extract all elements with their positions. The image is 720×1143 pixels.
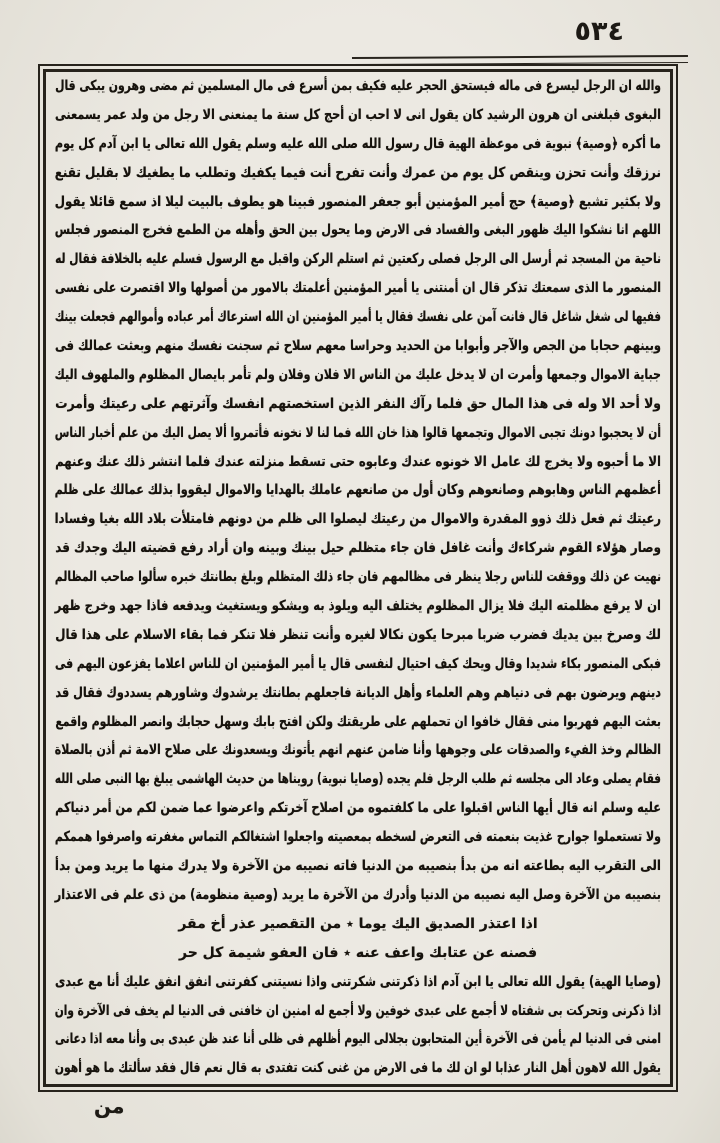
text-line: وبينهم حجابا من الجص والآجر وأبوابا من الحديد وحراسا معهم سلاح ثم سجنت نفسك منهم وبعثت عمالك فى — [54, 338, 661, 355]
text-line: ولا تستعملوا جوارح غذيت بنعمته فى التعرض لسخطه بمعصيته واجعلوا اشتغالكم التماس مغفرته واصرفوا هممكم — [54, 829, 661, 846]
text-line: (وصايا الهية) يقول الله تعالى يا ابن آدم اذا ذكرتنى شكرتنى واذا نسيتنى كفرتنى انفق انفق عليك أنا مع عبدى — [54, 973, 661, 990]
text-line: يقول الله لاهون أهل النار عذابا لو ان لك ما فى الارض من غنى كنت تفتدى به قال نعم قال فقد سألتك ما هو أهون — [54, 1060, 662, 1077]
text-line: رعيتك ثم فعل ذلك ذوو المقدرة والاموال من رعيتك ليصلوا الى ظلم من دونهم فامتلأت بلاد الله بغيا وفسادا — [54, 511, 661, 528]
text-line: الى التقرب اليه بطاعته انه من بدأ بنصيبه من الدنيا فاته نصيبه من الآخرة ولا يدرك منها ما يريد ومن بدأ — [54, 858, 662, 875]
text-line: الظالم وخذ الفيء والصدقات على وجوهها وأنا ضامن عنهم انهم يأتونك ويسعدونك على صلاح الامة ثم أذن بالصلاة — [54, 742, 661, 759]
text-line: أعظمهم الناس وهابوهم وصانعوهم وكان أول من صانعهم عاملك بالهدايا والاموال ليقووا بذلك عمالك على ظلم — [54, 482, 661, 499]
text-line: امنى فى الدنيا لم يأمن فى الآخرة أين المتحابون بجلالى اليوم أظلهم فى ظلى أنا عند ظن عبدى بى وأنا معه اذا دعانى — [55, 1031, 661, 1048]
text-line: اذا اعتذر الصديق اليك يوما ٭ من التقصير عذر أخ مقر — [178, 915, 538, 932]
text-line: أن لا يحجبوا دونك تجبى الاموال وتجمعها قالوا هذا خان الله فما لنا لا نخونه فأتمروا ألا يصل اليك من علم أخبار الناس — [54, 424, 661, 441]
text-line: ولا أحد الا وله فى هذا المال حق فلما رآك النفر الذين استخصتهم انفسك وآثرتهم على رعيتك وأمرت — [55, 395, 661, 412]
text-line: نهيت عن ذلك ووقفت للناس رجلا ينظر فى مظالمهم فان جاء ذلك المتظلم وبلغ بطانتك خبره سألوا صاحب المظالم — [54, 569, 662, 586]
text-frame-inner — [43, 69, 673, 1087]
text-line: ناحية من المسجد ثم أرسل الى الرجل فصلى ركعتين ثم استلم الركن واقبل مع الرسول فسلم عليه بالخلافة فقال له — [55, 251, 661, 268]
text-line: الا ما أحبوه ولا يخرج لك عامل الا خونوه عندك وعابوه حتى تسقط منزلته عندك فلما انتشر ذلك عنك وعنهم — [55, 453, 661, 470]
text-line: البغوى فبلغنى ان هرون الرشيد كان يقول انى لا احب ان أحج كل سنة ما يمنعنى الا رجل من ولد عمر يسمعنى — [54, 106, 662, 123]
text-line: نرزقك وأنت تحزن وينقص كل يوم من عمرك وأنت تفرح أنت فيما يكفيك وتطلب ما يطغيك لا بقليل تقنع — [54, 164, 662, 181]
catchword: من — [94, 1094, 125, 1118]
text-line: دينهم ويرضون بهم فى دنياهم وهم العلماء وأهل الديانة فاجعلهم بطانتك يرشدوك وشاورهم يسددوك فقال قد — [55, 684, 661, 701]
text-line: لك وصرخ بين يديك فضرب ضربا مبرحا يكون نكالا لغيره وأنت تنظر فلا تنكر فما بقاء الاسلام على هذا قال — [55, 626, 661, 643]
text-line: وصار هؤلاء القوم شركاءك وأنت غافل فان جاء متظلم حيل بينك وبينه وان أراد رفع قضيته اليك وجدك قد — [55, 540, 661, 557]
text-line: بعثت اليهم فهربوا منى فقال خافوا ان تحملهم على طريقتك ولكن افتح بابك وسهل حجابك وانصر المظلوم واقمع — [55, 713, 661, 730]
text-line: عليه وسلم انه قال أيها الناس اقبلوا على ما كلفتموه من اصلاح آخرتكم واعرضوا عما ضمن لكم من أمر دنياكم — [55, 800, 661, 817]
text-line: ولا بكثير تشبع ﴿وصية﴾ حج أمير المؤمنين أبو جعفر المنصور فبينا هو يطوف بالبيت ليلا اذ سمع قائلا يقول — [54, 193, 661, 210]
text-line: فبكى المنصور بكاء شديدا وقال ويحك كيف احتيال لنفسى قال يا أمير المؤمنين ان للناس اعلاما يفزعون اليهم فى — [54, 655, 662, 672]
text-line: ان لا يرفع مظلمته اليك فلا يزال المظلوم يختلف اليه ويلوذ به ويشكو ويستغيث ويدفعه فاذا جهد وخرج ظهر — [54, 598, 661, 615]
text-line: ما أكره ﴿وصية﴾ نبوية فى موعظة الهية قال رسول الله صلى الله عليه وسلم يقول الله تعالى يا ابن آدم كل يوم — [54, 135, 661, 152]
text-block — [55, 72, 661, 1084]
text-line: اللهم انا نشكوا اليك ظهور البغى والفساد فى الارض وما يحول بين الحق وأهله من الطمع فخرج المنصور فجلس — [54, 222, 662, 239]
text-line: والله ان الرجل ليسرع فى ماله فيستحق الحجر عليه فكيف بمن أسرع فى مال المسلمين ثم مضى وهرون يبكى قال — [55, 78, 661, 94]
text-line: اذا ذكرنى وتحركت بى شفتاه لا أجمع على عبدى خوفين ولا أجمع له امنين ان خافنى فى الدنيا لم يخف فى الآخرة وان — [54, 1002, 661, 1019]
text-line: فقام يصلى وعاد الى مجلسه ثم طلب الرجل فلم يجده (وصايا نبوية) رويناها من حديث الهاشمى يبلغ بها النبى صلى الله — [54, 771, 661, 788]
page-number: ٥٣٤ — [574, 16, 624, 47]
text-line: ففيها لى شغل شاغل قال فانت آمن على نفسك فقال يا أمير المؤمنين ان الله استرعاك أمر عباده وأموالهم فجعلت بينك — [54, 309, 662, 326]
text-line: فصنه عن عتابك واعف عنه ٭ فان العفو شيمة كل حر — [178, 944, 537, 961]
text-line: جباية الاموال وجمعها وأمرت ان لا يدخل عليك من الناس الا فلان وفلان ولم تأمر بايصال المظلوم والملهوف اليك — [54, 366, 661, 383]
text-line: بنصيبه من الآخرة وصل اليه نصيبه من الدنيا وأدرك من الآخرة ما يريد (وصية منظومة) من ذى علم فى الاعتذار — [54, 886, 661, 903]
text-frame — [38, 64, 678, 1092]
text-line: المنصور ما الذى سمعتك تذكر قال ان أمنتنى يا أمير المؤمنين أعلمتك بالامور من أصولها والا اقتصرت على نفسى — [55, 280, 661, 297]
